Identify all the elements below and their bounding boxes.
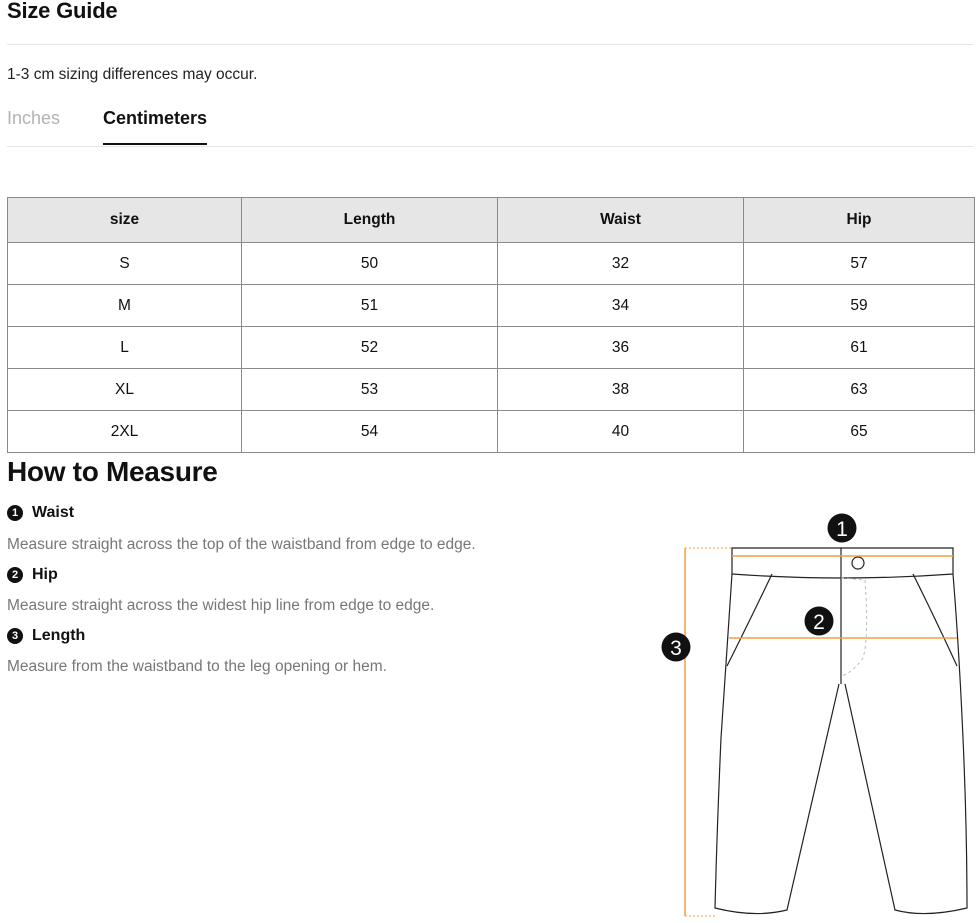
- number-3-icon: 3: [7, 628, 23, 644]
- cell-size: S: [8, 243, 242, 285]
- measure-label: Length: [32, 627, 86, 644]
- column-header-size: size: [8, 198, 242, 243]
- page-title: Size Guide: [7, 0, 118, 23]
- tab-inches[interactable]: Inches: [7, 108, 61, 128]
- cell-waist: 32: [498, 243, 744, 285]
- cell-waist: 40: [498, 411, 744, 453]
- cell-waist: 38: [498, 369, 744, 411]
- column-header-length: Length: [242, 198, 498, 243]
- cell-length: 51: [242, 285, 498, 327]
- cell-waist: 34: [498, 285, 744, 327]
- measure-item-waist: [7, 504, 74, 522]
- column-header-hip: Hip: [744, 198, 975, 243]
- table-row: [8, 327, 975, 369]
- table-header-row: [8, 198, 975, 243]
- svg-text:3: 3: [670, 637, 682, 660]
- shorts-outline: [715, 548, 967, 914]
- tabs-divider: [7, 146, 973, 147]
- marker-1-icon: [828, 514, 857, 543]
- table-row: [8, 369, 975, 411]
- column-header-waist: Waist: [498, 198, 744, 243]
- number-2-icon: 2: [7, 567, 23, 583]
- cell-size: L: [8, 327, 242, 369]
- cell-length: 50: [242, 243, 498, 285]
- cell-hip: 63: [744, 369, 975, 411]
- cell-size: XL: [8, 369, 242, 411]
- cell-hip: 61: [744, 327, 975, 369]
- cell-hip: 59: [744, 285, 975, 327]
- cell-length: 53: [242, 369, 498, 411]
- cell-length: 54: [242, 411, 498, 453]
- how-to-measure-title: How to Measure: [7, 456, 218, 487]
- marker-3-icon: [662, 633, 691, 662]
- measure-label: Hip: [32, 566, 58, 583]
- cell-size: M: [8, 285, 242, 327]
- shorts-measurement-diagram: [655, 508, 975, 920]
- table-row: [8, 285, 975, 327]
- measure-description-hip: Measure straight across the widest hip line from edge to edge.: [7, 597, 435, 614]
- header-divider: [7, 44, 973, 45]
- measure-item-length: [7, 627, 85, 645]
- tab-centimeters[interactable]: Centimeters: [103, 108, 207, 145]
- marker-2-icon: [805, 607, 834, 636]
- measure-description-length: Measure from the waistband to the leg opening or hem.: [7, 658, 387, 675]
- measure-description-waist: Measure straight across the top of the waistband from edge to edge.: [7, 536, 476, 553]
- table-row: [8, 243, 975, 285]
- size-table: [7, 197, 975, 453]
- cell-waist: 36: [498, 327, 744, 369]
- table-row: [8, 411, 975, 453]
- svg-text:1: 1: [836, 518, 848, 541]
- fly-stitch: [841, 578, 867, 676]
- cell-length: 52: [242, 327, 498, 369]
- cell-hip: 65: [744, 411, 975, 453]
- sizing-note: 1-3 cm sizing differences may occur.: [7, 66, 258, 83]
- number-1-icon: 1: [7, 505, 23, 521]
- svg-text:2: 2: [813, 611, 825, 634]
- measure-item-hip: [7, 566, 58, 584]
- measure-label: Waist: [32, 504, 75, 521]
- cell-hip: 57: [744, 243, 975, 285]
- cell-size: 2XL: [8, 411, 242, 453]
